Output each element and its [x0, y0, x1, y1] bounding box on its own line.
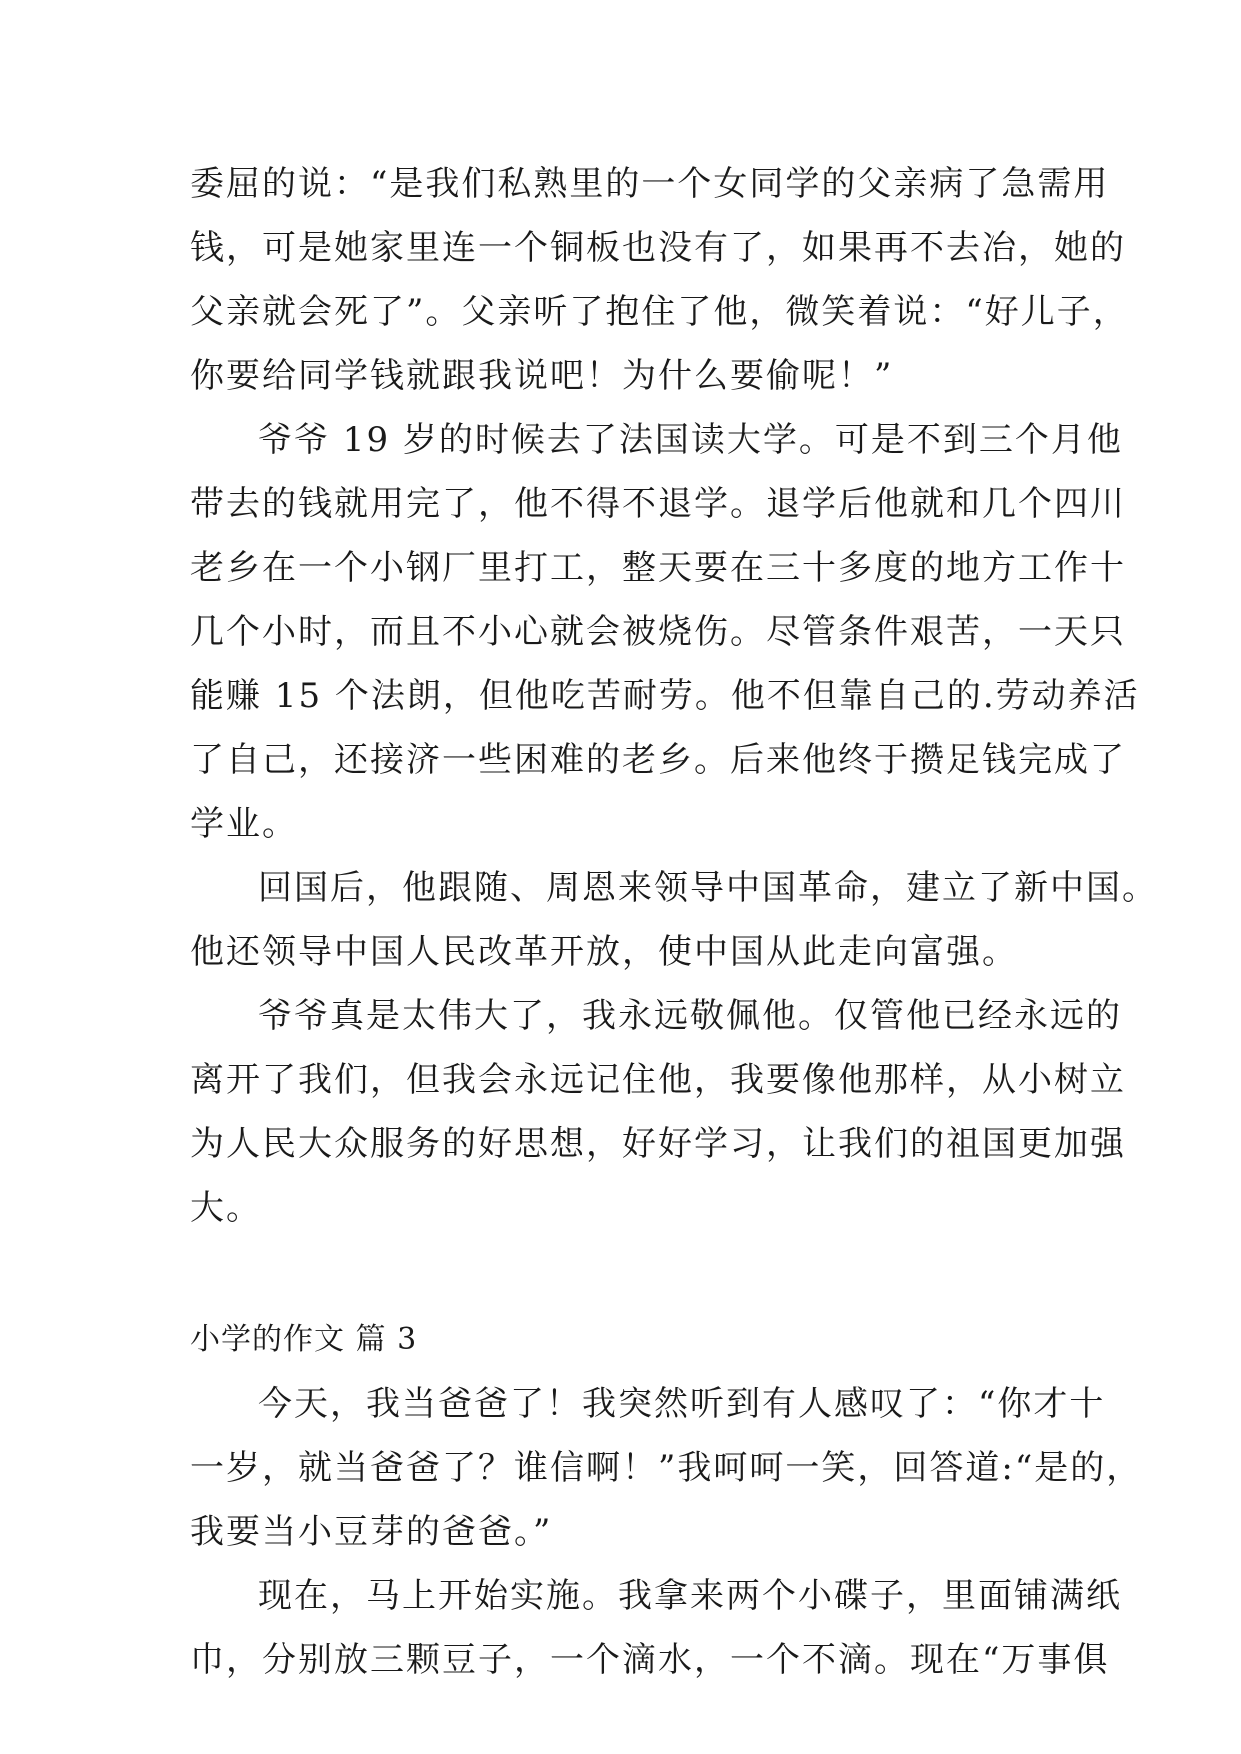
text-line: 我要当小豆芽的爸爸。”: [190, 1512, 553, 1552]
section-heading: 小学的作文 篇 3: [190, 1322, 418, 1357]
text-line: 父亲就会死了”。父亲听了抱住了他，微笑着说：“好儿子，: [190, 292, 1129, 332]
section-gap: [190, 1240, 1060, 1308]
text-line: 现在，马上开始实施。我拿来两个小碟子，里面铺满纸: [258, 1576, 1122, 1616]
text-line: 能赚 15 个法朗，但他吃苦耐劳。他不但靠自己的.劳动养活: [190, 676, 1140, 716]
text-line: 他还领导中国人民改革开放，使中国从此走向富强。: [190, 932, 1018, 972]
text-line: 一岁，就当爸爸了？谁信啊！”我呵呵一笑，回答道:“是的，: [190, 1448, 1143, 1488]
text-line: 你要给同学钱就跟我说吧！为什么要偷呢！”: [190, 356, 894, 396]
text-line: 离开了我们，但我会永远记住他，我要像他那样，从小树立: [190, 1060, 1126, 1100]
text-line: 了自己，还接济一些困难的老乡。后来他终于攒足钱完成了: [190, 740, 1126, 780]
text-line: 委屈的说：“是我们私熟里的一个女同学的父亲病了急需用: [190, 164, 1110, 204]
text-line: 大。: [190, 1188, 262, 1228]
text-line: 巾，分别放三颗豆子，一个滴水，一个不滴。现在“万事俱: [190, 1640, 1110, 1680]
text-line: 学业。: [190, 804, 298, 844]
text-line: 今天，我当爸爸了！我突然听到有人感叹了：“你才十: [258, 1384, 1106, 1424]
document-page: [190, 152, 1158, 1692]
text-line: 几个小时，而且不小心就会被烧伤。尽管条件艰苦，一天只: [190, 612, 1126, 652]
text-line: 钱，可是她家里连一个铜板也没有了，如果再不去冶，她的: [190, 228, 1126, 268]
text-line: 老乡在一个小钢厂里打工，整天要在三十多度的地方工作十: [190, 548, 1126, 588]
text-line: 带去的钱就用完了，他不得不退学。退学后他就和几个四川: [190, 484, 1126, 524]
text-line: 爷爷真是太伟大了，我永远敬佩他。仅管他已经永远的: [258, 996, 1122, 1036]
text-line: 爷爷 19 岁的时候去了法国读大学。可是不到三个月他: [258, 420, 1123, 460]
text-line: 为人民大众服务的好思想，好好学习，让我们的祖国更加强: [190, 1124, 1126, 1164]
text-line: 回国后，他跟随、周恩来领导中国革命，建立了新中国。: [258, 868, 1158, 908]
